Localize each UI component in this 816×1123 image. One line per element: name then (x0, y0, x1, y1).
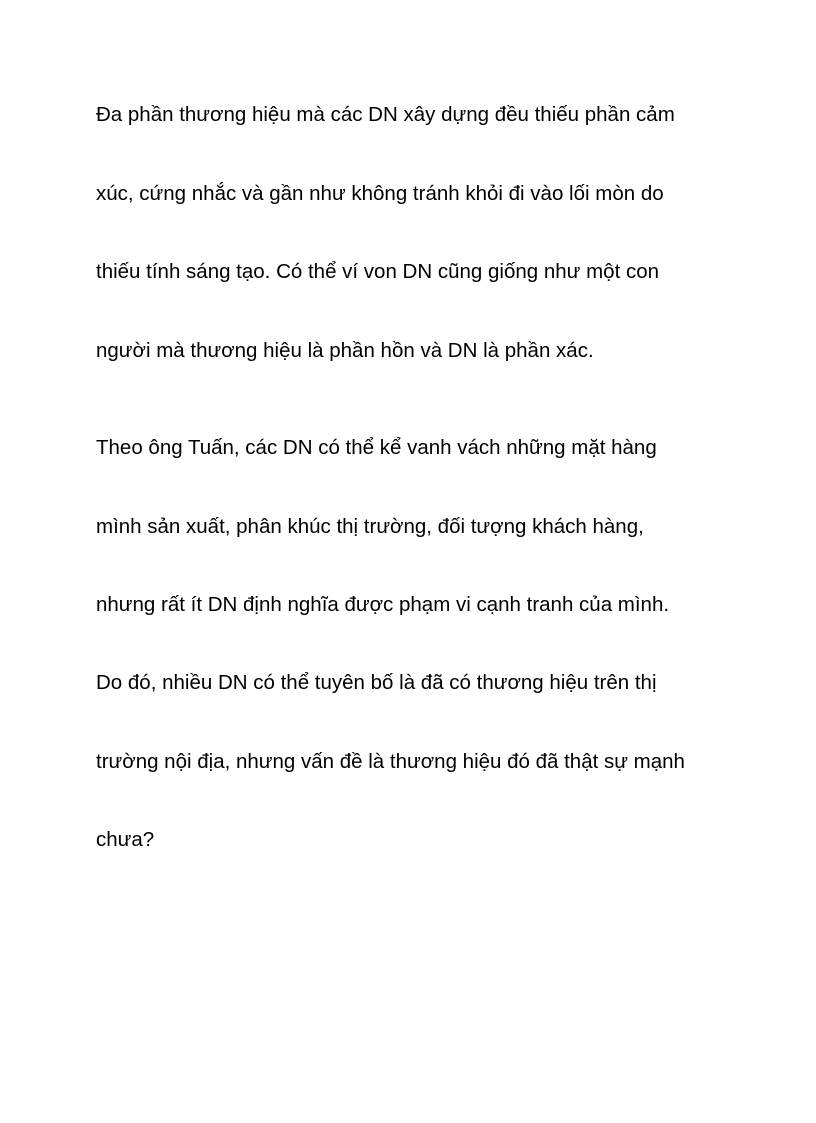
paragraph-line: trường nội địa, nhưng vấn đề là thương hiệu đó đã thật sự mạnh (96, 750, 685, 773)
paragraph-line: Đa phần thương hiệu mà các DN xây dựng đều thiếu phần cảm (96, 103, 675, 126)
paragraph-line: nhưng rất ít DN định nghĩa được phạm vi cạnh tranh của mình. (96, 593, 670, 616)
paragraph-line: người mà thương hiệu là phần hồn và DN là phần xác. (96, 339, 594, 362)
paragraph-line: mình sản xuất, phân khúc thị trường, đối tượng khách hàng, (96, 515, 644, 538)
paragraph-line: Do đó, nhiều DN có thể tuyên bố là đã có thương hiệu trên thị (96, 671, 657, 694)
paragraph-line: Theo ông Tuấn, các DN có thể kể vanh vách những mặt hàng (96, 436, 657, 459)
paragraph-line: thiếu tính sáng tạo. Có thể ví von DN cũng giống như một con (96, 260, 660, 283)
paragraph-line: chưa? (96, 828, 155, 851)
paragraph-line: xúc, cứng nhắc và gần như không tránh khỏi đi vào lối mòn do (96, 182, 664, 205)
